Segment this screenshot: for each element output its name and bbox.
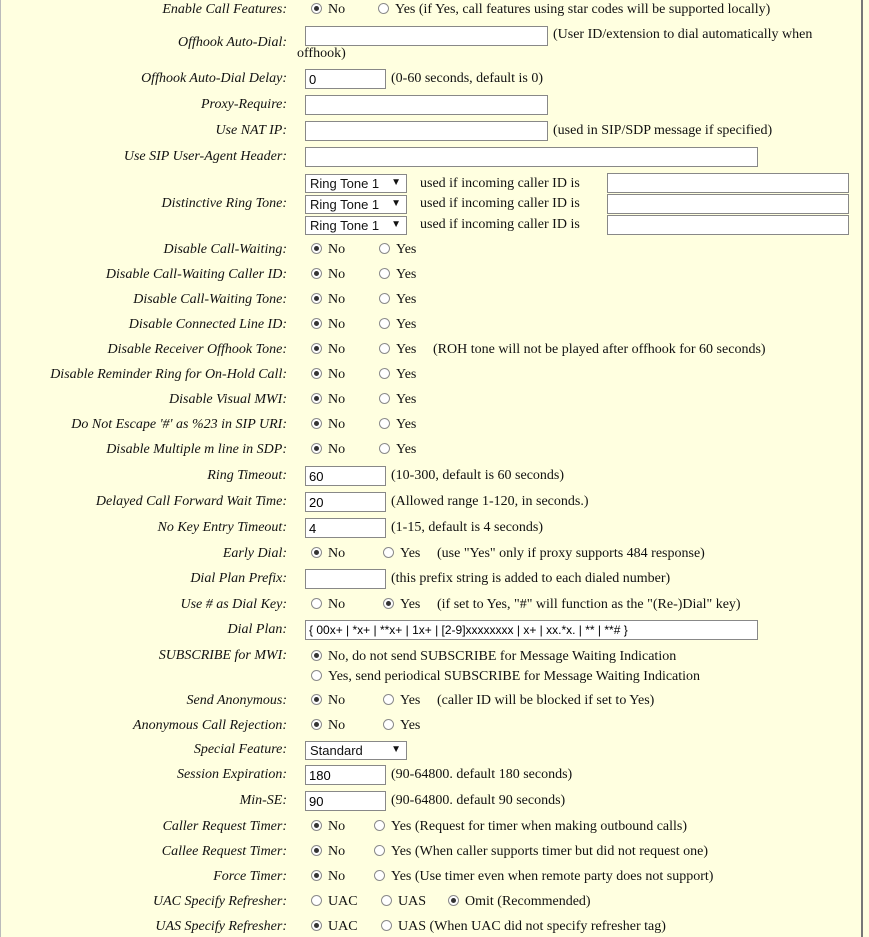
label-disable-reminder-ring: Disable Reminder Ring for On-Hold Call: — [50, 367, 287, 382]
radio-unchecked-icon — [383, 547, 394, 558]
session-expiration-input[interactable] — [305, 765, 386, 785]
ring-tone-caller-id-input-1[interactable] — [607, 173, 849, 193]
radio-unchecked-icon — [379, 393, 390, 404]
radio-uac-refresher-uas[interactable]: UAS — [381, 894, 426, 910]
ring-tone-caller-id-input-2[interactable] — [607, 194, 849, 214]
label-dial-plan: Dial Plan: — [227, 622, 287, 637]
offhook-auto-dial-note: (User ID/extension to dial automatically when — [553, 27, 813, 42]
offhook-auto-dial-delay-note: (0-60 seconds, default is 0) — [391, 71, 544, 86]
ring-timeout-note: (10-300, default is 60 seconds) — [391, 468, 565, 483]
radio-unchecked-icon — [379, 243, 390, 254]
radio-checked-icon — [311, 393, 322, 404]
label-force-timer: Force Timer: — [213, 869, 287, 884]
radio-force-timer-no[interactable]: No — [311, 869, 345, 885]
radio-early-dial-no[interactable]: No — [311, 546, 345, 562]
dropdown-arrow-icon: ▼ — [391, 177, 401, 188]
label-anon-call-rejection: Anonymous Call Rejection: — [133, 718, 287, 733]
label-use-nat-ip: Use NAT IP: — [215, 123, 287, 138]
no-key-entry-timeout-input[interactable] — [305, 518, 386, 538]
radio-checked-icon — [311, 719, 322, 730]
ring-tone-select-2[interactable]: Ring Tone 1 ▼ — [305, 195, 407, 214]
send-anonymous-note: (caller ID will be blocked if set to Yes) — [437, 693, 655, 708]
radio-unchecked-icon — [374, 820, 385, 831]
radio-checked-icon — [311, 243, 322, 254]
label-disable-cw-tone: Disable Call-Waiting Tone: — [133, 292, 287, 307]
radio-disable-call-waiting-yes[interactable]: Yes — [379, 242, 416, 258]
radio-unchecked-icon — [311, 895, 322, 906]
label-uac-specify-refresher: UAC Specify Refresher: — [153, 894, 287, 909]
radio-unchecked-icon — [381, 920, 392, 931]
nat-ip-note: (used in SIP/SDP message if specified) — [553, 123, 773, 138]
radio-unchecked-icon — [383, 719, 394, 730]
radio-unchecked-icon — [379, 293, 390, 304]
radio-do-not-escape-yes[interactable]: Yes — [379, 417, 416, 433]
min-se-input[interactable] — [305, 791, 386, 811]
label-offhook-auto-dial: Offhook Auto-Dial: — [177, 35, 287, 50]
radio-unchecked-icon — [379, 368, 390, 379]
radio-anon-call-rejection-yes[interactable]: Yes — [383, 718, 420, 734]
radio-unchecked-icon — [383, 694, 394, 705]
radio-checked-icon — [311, 293, 322, 304]
label-callee-request-timer: Callee Request Timer: — [161, 844, 287, 859]
use-hash-dial-key-note: (if set to Yes, "#" will function as the "(Re-)Dial" key) — [437, 597, 741, 612]
dropdown-arrow-icon: ▼ — [391, 744, 401, 755]
radio-send-anonymous-no[interactable]: No — [311, 693, 345, 709]
radio-unchecked-icon — [378, 3, 389, 14]
ring-timeout-input[interactable] — [305, 466, 386, 486]
radio-checked-icon — [311, 343, 322, 354]
radio-unchecked-icon — [379, 343, 390, 354]
radio-subscribe-mwi-no[interactable]: No, do not send SUBSCRIBE for Message Waiting Indication — [311, 649, 676, 665]
radio-disable-cw-caller-id-yes[interactable]: Yes — [379, 267, 416, 283]
label-min-se: Min-SE: — [239, 793, 287, 808]
label-disable-visual-mwi: Disable Visual MWI: — [169, 392, 287, 407]
radio-callee-request-timer-no[interactable]: No — [311, 844, 345, 860]
label-disable-receiver-offhook: Disable Receiver Offhook Tone: — [107, 342, 287, 357]
radio-checked-icon — [311, 845, 322, 856]
ring-tone-caption-2: used if incoming caller ID is — [420, 196, 580, 211]
offhook-auto-dial-delay-input[interactable] — [305, 69, 386, 89]
radio-checked-icon — [311, 418, 322, 429]
radio-unchecked-icon — [381, 895, 392, 906]
ring-tone-select-3[interactable]: Ring Tone 1 ▼ — [305, 216, 407, 235]
radio-uas-refresher-uac[interactable]: UAC — [311, 919, 358, 935]
radio-disable-reminder-ring-yes[interactable]: Yes — [379, 367, 416, 383]
label-send-anonymous: Send Anonymous: — [186, 693, 287, 708]
radio-unchecked-icon — [379, 443, 390, 454]
radio-disable-cw-tone-no[interactable]: No — [311, 292, 345, 308]
label-disable-call-waiting: Disable Call-Waiting: — [163, 242, 287, 257]
radio-unchecked-icon — [379, 268, 390, 279]
label-delayed-cf-wait: Delayed Call Forward Wait Time: — [95, 494, 287, 509]
ring-tone-caller-id-input-3[interactable] — [607, 215, 849, 235]
radio-send-anonymous-yes[interactable]: Yes — [383, 693, 420, 709]
radio-disable-receiver-offhook-no[interactable]: No — [311, 342, 345, 358]
ring-tone-caption-1: used if incoming caller ID is — [420, 176, 580, 191]
session-expiration-note: (90-64800. default 180 seconds) — [391, 767, 573, 782]
radio-caller-request-timer-no[interactable]: No — [311, 819, 345, 835]
radio-disable-cw-tone-yes[interactable]: Yes — [379, 292, 416, 308]
radio-use-hash-dial-key-no[interactable]: No — [311, 597, 345, 613]
radio-checked-icon — [311, 650, 322, 661]
radio-unchecked-icon — [311, 598, 322, 609]
label-early-dial: Early Dial: — [222, 546, 287, 561]
proxy-require-input[interactable] — [305, 95, 548, 115]
radio-checked-icon — [311, 920, 322, 931]
radio-checked-icon — [311, 443, 322, 454]
radio-checked-icon — [311, 547, 322, 558]
no-key-entry-timeout-note: (1-15, default is 4 seconds) — [391, 520, 544, 535]
radio-unchecked-icon — [311, 670, 322, 681]
label-use-hash-dial-key: Use # as Dial Key: — [180, 597, 287, 612]
min-se-note: (90-64800. default 90 seconds) — [391, 793, 566, 808]
offhook-auto-dial-input[interactable] — [305, 26, 548, 46]
ring-tone-select-1[interactable]: Ring Tone 1 ▼ — [305, 174, 407, 193]
radio-enable-call-features-yes[interactable]: Yes (if Yes, call features using star codes will be supported locally) — [378, 2, 770, 18]
radio-checked-icon — [448, 895, 459, 906]
radio-unchecked-icon — [374, 845, 385, 856]
label-proxy-require: Proxy-Require: — [200, 97, 287, 112]
radio-checked-icon — [311, 694, 322, 705]
label-disable-connected-line-id: Disable Connected Line ID: — [128, 317, 287, 332]
label-disable-cw-caller-id: Disable Call-Waiting Caller ID: — [105, 267, 287, 282]
radio-disable-connected-line-id-no[interactable]: No — [311, 317, 345, 333]
special-feature-select[interactable]: Standard ▼ — [305, 741, 407, 760]
radio-disable-multiple-m-line-yes[interactable]: Yes — [379, 442, 416, 458]
radio-checked-icon — [311, 820, 322, 831]
label-distinctive-ring-tone: Distinctive Ring Tone: — [161, 196, 287, 211]
ring-tone-caption-3: used if incoming caller ID is — [420, 217, 580, 232]
radio-disable-visual-mwi-no[interactable]: No — [311, 392, 345, 408]
dropdown-arrow-icon: ▼ — [391, 198, 401, 209]
radio-enable-call-features-no[interactable]: No — [311, 2, 345, 18]
radio-checked-icon — [383, 598, 394, 609]
dial-plan-prefix-input[interactable] — [305, 569, 386, 589]
label-uas-specify-refresher: UAS Specify Refresher: — [155, 919, 287, 934]
radio-callee-request-timer-yes[interactable]: Yes (When caller supports timer but did not request one) — [374, 844, 708, 860]
radio-unchecked-icon — [374, 870, 385, 881]
label-do-not-escape: Do Not Escape '#' as %23 in SIP URI: — [71, 417, 287, 432]
label-ring-timeout: Ring Timeout: — [207, 468, 287, 483]
label-dial-plan-prefix: Dial Plan Prefix: — [190, 571, 287, 586]
radio-checked-icon — [311, 268, 322, 279]
sip-user-agent-input[interactable] — [305, 147, 758, 167]
radio-checked-icon — [311, 3, 322, 14]
radio-early-dial-yes[interactable]: Yes — [383, 546, 420, 562]
nat-ip-input[interactable] — [305, 121, 548, 141]
delayed-cf-wait-input[interactable] — [305, 492, 386, 512]
receiver-offhook-note: (ROH tone will not be played after offhook for 60 seconds) — [433, 342, 766, 357]
label-enable-call-features: Enable Call Features: — [162, 2, 287, 17]
radio-disable-visual-mwi-yes[interactable]: Yes — [379, 392, 416, 408]
radio-disable-receiver-offhook-yes[interactable]: Yes — [379, 342, 416, 358]
radio-disable-call-waiting-no[interactable]: No — [311, 242, 345, 258]
radio-disable-connected-line-id-yes[interactable]: Yes — [379, 317, 416, 333]
label-subscribe-mwi: SUBSCRIBE for MWI: — [158, 648, 287, 663]
radio-uas-refresher-uas[interactable]: UAS (When UAC did not specify refresher tag) — [381, 919, 666, 935]
delayed-cf-wait-note: (Allowed range 1-120, in seconds.) — [391, 494, 589, 509]
radio-disable-multiple-m-line-no[interactable]: No — [311, 442, 345, 458]
early-dial-note: (use "Yes" only if proxy supports 484 response) — [437, 546, 705, 561]
radio-unchecked-icon — [379, 318, 390, 329]
radio-force-timer-yes[interactable]: Yes (Use timer even when remote party does not support) — [374, 869, 713, 885]
label-offhook-auto-dial-delay: Offhook Auto-Dial Delay: — [141, 71, 287, 86]
label-caller-request-timer: Caller Request Timer: — [162, 819, 287, 834]
radio-use-hash-dial-key-yes[interactable]: Yes — [383, 597, 420, 613]
radio-subscribe-mwi-yes[interactable]: Yes, send periodical SUBSCRIBE for Message Waiting Indication — [311, 669, 700, 685]
radio-caller-request-timer-yes[interactable]: Yes (Request for timer when making outbound calls) — [374, 819, 687, 835]
dropdown-arrow-icon: ▼ — [391, 219, 401, 230]
dial-plan-prefix-note: (this prefix string is added to each dialed number) — [391, 571, 671, 586]
label-special-feature: Special Feature: — [193, 742, 287, 757]
radio-unchecked-icon — [379, 418, 390, 429]
radio-uac-refresher-omit[interactable]: Omit (Recommended) — [448, 894, 591, 910]
radio-checked-icon — [311, 318, 322, 329]
radio-anon-call-rejection-no[interactable]: No — [311, 718, 345, 734]
radio-do-not-escape-no[interactable]: No — [311, 417, 345, 433]
label-sip-user-agent: Use SIP User-Agent Header: — [123, 149, 287, 164]
label-session-expiration: Session Expiration: — [176, 767, 287, 782]
radio-disable-reminder-ring-no[interactable]: No — [311, 367, 345, 383]
radio-disable-cw-caller-id-no[interactable]: No — [311, 267, 345, 283]
dial-plan-input[interactable] — [305, 620, 758, 640]
label-no-key-entry-timeout: No Key Entry Timeout: — [157, 520, 287, 535]
radio-uac-refresher-uac[interactable]: UAC — [311, 894, 358, 910]
radio-checked-icon — [311, 368, 322, 379]
offhook-auto-dial-note-cont: offhook) — [297, 46, 346, 61]
label-disable-multiple-m-line: Disable Multiple m line in SDP: — [106, 442, 287, 457]
radio-checked-icon — [311, 870, 322, 881]
